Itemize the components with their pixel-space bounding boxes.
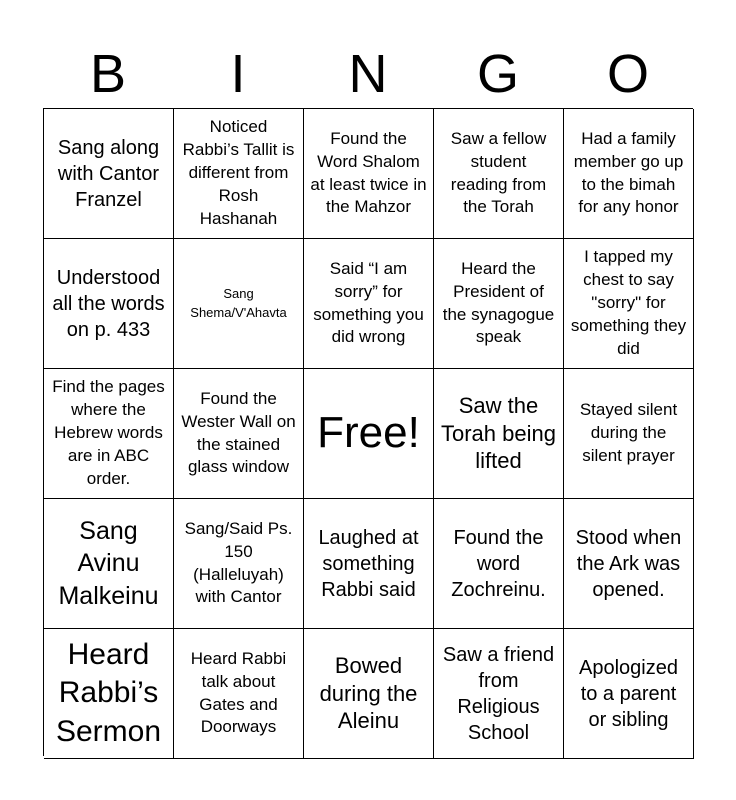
cell-text: Saw a friend from Religious School bbox=[442, 643, 555, 744]
bingo-cell[interactable] bbox=[174, 369, 304, 499]
bingo-cell[interactable] bbox=[434, 109, 564, 239]
cell-text: Stayed silent during the silent prayer bbox=[579, 400, 678, 465]
cell-text: Found the Word Shalom at least twice in the Mahzor bbox=[310, 128, 427, 217]
cell-text: Bowed during the Aleinu bbox=[319, 652, 418, 734]
cell-text: Laughed at something Rabbi said bbox=[318, 526, 419, 601]
bingo-cell[interactable] bbox=[44, 239, 174, 369]
header-letter-n: N bbox=[348, 44, 388, 104]
bingo-cell[interactable] bbox=[434, 369, 564, 499]
cell-text: Stood when the Ark was opened. bbox=[575, 526, 682, 601]
cell-text: Found the Wester Wall on the stained glass window bbox=[181, 388, 296, 477]
cell-text: Apologized to a parent or sibling bbox=[579, 656, 678, 731]
bingo-cell[interactable] bbox=[564, 239, 694, 369]
bingo-cell[interactable] bbox=[44, 499, 174, 629]
header-letter-i: I bbox=[230, 44, 246, 104]
bingo-cell[interactable] bbox=[564, 629, 694, 759]
bingo-header bbox=[43, 40, 693, 108]
cell-text: Said “I am sorry” for something you did wrong bbox=[313, 258, 424, 347]
bingo-cell[interactable] bbox=[44, 109, 174, 239]
cell-text: Free! bbox=[317, 408, 420, 458]
bingo-cell[interactable] bbox=[304, 499, 434, 629]
cell-text: Find the pages where the Hebrew words are in ABC order. bbox=[52, 377, 165, 488]
free-cell[interactable] bbox=[304, 369, 434, 499]
cell-text: Heard Rabbi talk about Gates and Doorways bbox=[190, 648, 287, 737]
cell-text: Found the word Zochreinu. bbox=[451, 526, 546, 601]
cell-text: Understood all the words on p. 433 bbox=[52, 266, 165, 341]
cell-text: Heard the President of the synagogue speak bbox=[442, 258, 555, 347]
bingo-cell[interactable] bbox=[174, 109, 304, 239]
cell-text: Sang/Said Ps. 150 (Halleluyah) with Cantor bbox=[184, 518, 293, 607]
cell-text: Sang Shema/V'Ahavta bbox=[190, 285, 287, 320]
bingo-cell[interactable] bbox=[304, 239, 434, 369]
bingo-cell[interactable] bbox=[174, 629, 304, 759]
bingo-cell[interactable] bbox=[564, 109, 694, 239]
bingo-cell[interactable] bbox=[304, 629, 434, 759]
bingo-cell[interactable] bbox=[174, 499, 304, 629]
cell-text: Saw a fellow student reading from the Torah bbox=[450, 128, 547, 217]
bingo-cell[interactable] bbox=[434, 239, 564, 369]
header-letter-o: O bbox=[606, 44, 649, 104]
bingo-cell[interactable] bbox=[304, 109, 434, 239]
cell-text: Saw the Torah being lifted bbox=[441, 392, 556, 474]
bingo-cell[interactable] bbox=[564, 369, 694, 499]
bingo-cell[interactable] bbox=[174, 239, 304, 369]
header-letter-b: B bbox=[89, 44, 127, 104]
cell-text: Sang along with Cantor Franzel bbox=[57, 136, 160, 211]
cell-text: Had a family member go up to the bimah for any honor bbox=[573, 128, 684, 217]
bingo-cell[interactable] bbox=[44, 369, 174, 499]
cell-text: Sang Avinu Malkeinu bbox=[58, 516, 159, 610]
cell-text: Heard Rabbi’s Sermon bbox=[55, 637, 162, 748]
cell-text: I tapped my chest to say "sorry" for something they did bbox=[570, 247, 687, 358]
bingo-grid bbox=[43, 108, 693, 756]
bingo-cell[interactable] bbox=[564, 499, 694, 629]
cell-text: Noticed Rabbi’s Tallit is different from Rosh Hashanah bbox=[182, 117, 295, 228]
bingo-cell[interactable] bbox=[434, 499, 564, 629]
header-letter-g: G bbox=[476, 44, 519, 104]
bingo-cell[interactable] bbox=[434, 629, 564, 759]
bingo-cell[interactable] bbox=[44, 629, 174, 759]
